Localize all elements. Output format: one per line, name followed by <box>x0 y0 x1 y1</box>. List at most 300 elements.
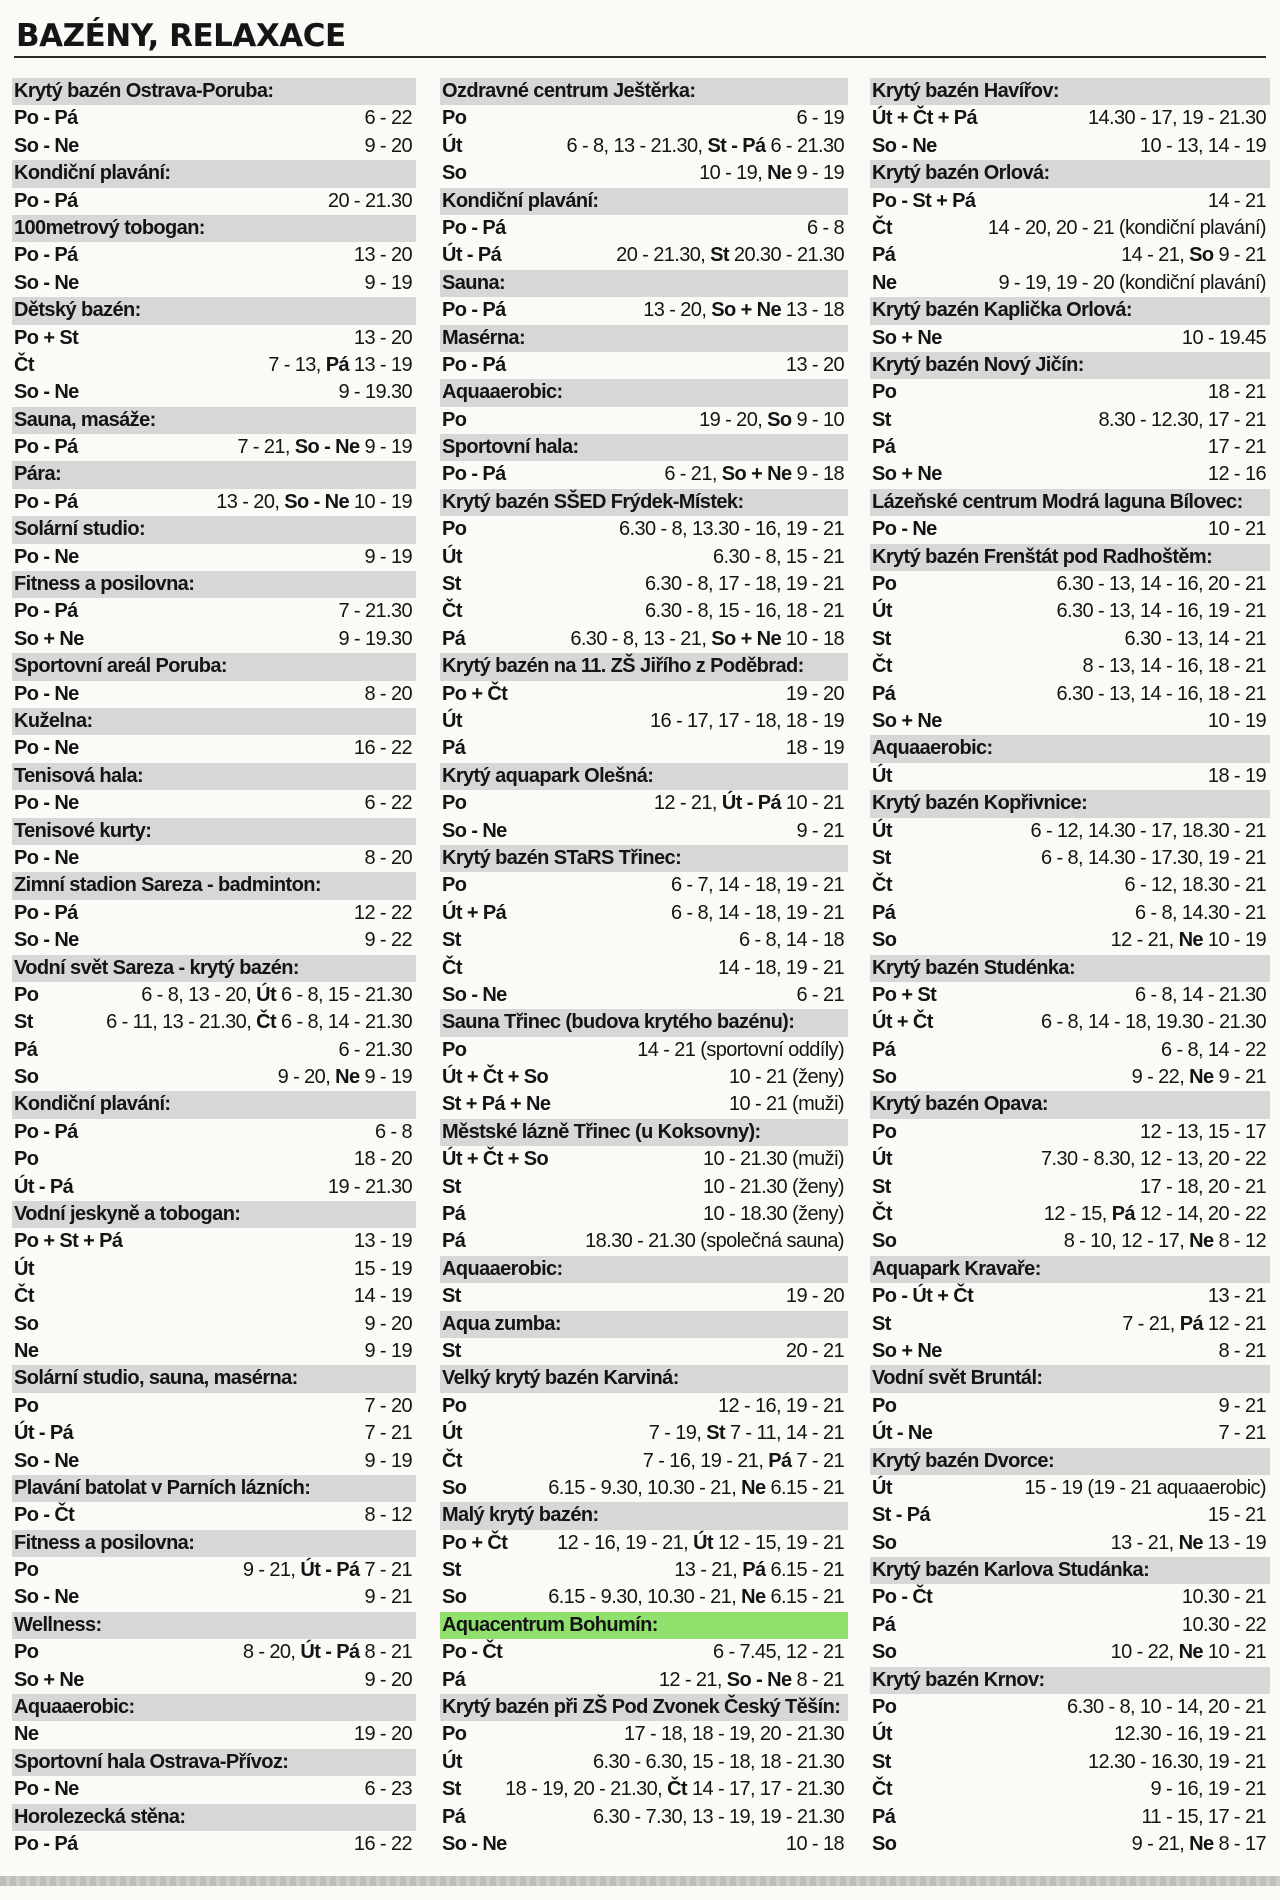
hours-text: 13 - 20 <box>353 244 412 267</box>
hours-text: 13 - 20 <box>785 353 844 376</box>
day-label: Po <box>872 1696 897 1719</box>
schedule-row <box>440 1721 848 1748</box>
day-label: Pá <box>872 682 896 705</box>
schedule-row <box>12 1776 416 1803</box>
schedule-row <box>12 790 416 817</box>
day-label: So + Ne <box>872 709 942 732</box>
hours-value <box>1140 1119 1266 1146</box>
venue-heading: Solární studio: <box>12 516 416 543</box>
venue-heading: Aquacentrum Bohumín: <box>440 1612 848 1639</box>
day-label: So + Ne <box>14 627 84 650</box>
hours-text: 10 - 18.30 (ženy) <box>703 1203 844 1226</box>
hours-text: 8 - 20, <box>242 1641 301 1664</box>
hours-text: 12 - 15, 19 - 21 <box>712 1531 844 1554</box>
day-label: Po <box>872 381 897 404</box>
hours-value <box>567 133 844 160</box>
venue-heading: Krytý bazén Dvorce: <box>870 1448 1270 1475</box>
schedule-row <box>870 571 1270 598</box>
day-label: Po - Ne <box>872 518 937 541</box>
day-label: So + Ne <box>872 326 942 349</box>
hours-value <box>338 626 412 653</box>
hours-value <box>786 352 844 379</box>
hours-value <box>1082 653 1266 680</box>
schedule-row <box>870 1804 1270 1831</box>
venue-heading: 100metrový tobogan: <box>12 215 416 242</box>
hours-value <box>1182 325 1266 352</box>
hours-value <box>786 1283 844 1310</box>
day-label: St - Pá <box>872 1504 931 1527</box>
hours-text: 6.15 - 21 <box>765 1559 844 1582</box>
schedule-row <box>440 1667 848 1694</box>
day-label: Út + Čt + So <box>442 1066 549 1089</box>
schedule-row <box>12 325 416 352</box>
hours-text: 6 - 22 <box>364 107 412 130</box>
hours-text: 14 - 19 <box>353 1285 412 1308</box>
hours-value <box>354 735 412 762</box>
schedule-row <box>870 1009 1270 1036</box>
day-label-inline: Pá <box>1179 1312 1203 1335</box>
day-label-inline: Út <box>256 983 277 1006</box>
hours-text: 6.15 - 21 <box>765 1476 844 1499</box>
day-label-inline: Čt <box>667 1778 687 1801</box>
venue-heading: Krytý bazén při ZŠ Pod Zvonek Český Těšín: <box>440 1694 848 1721</box>
day-label: Út - Pá <box>14 1422 74 1445</box>
hours-text: 10 - 19 <box>348 490 412 513</box>
hours-value <box>364 1776 412 1803</box>
day-label-inline: Út - Pá <box>721 792 781 815</box>
schedule-row <box>870 1174 1270 1201</box>
hours-value <box>1124 872 1266 899</box>
schedule-row <box>870 215 1270 242</box>
hours-value <box>1208 188 1266 215</box>
day-label-inline: So - Ne <box>726 1668 792 1691</box>
hours-text: 17 - 21 <box>1207 436 1266 459</box>
schedule-row <box>870 242 1270 269</box>
day-label: Út + Čt + Pá <box>872 107 978 130</box>
hours-value <box>1041 1009 1266 1036</box>
schedule-row <box>440 461 848 488</box>
hours-value <box>1067 1694 1266 1721</box>
hours-text: 9 - 20 <box>364 134 412 157</box>
schedule-row <box>440 407 848 434</box>
hours-text: 9 - 20 <box>364 1312 412 1335</box>
hours-text: 13 - 20 <box>353 326 412 349</box>
day-label: Po - Ne <box>14 545 79 568</box>
hours-text: 9 - 21 <box>1213 244 1266 267</box>
hours-text: 19 - 20 <box>785 1285 844 1308</box>
schedule-row <box>870 763 1270 790</box>
hours-text: 10 - 21 <box>780 792 844 815</box>
day-label: Pá <box>442 627 466 650</box>
venue-heading: Tenisové kurty: <box>12 818 416 845</box>
hours-text: 7 - 21 <box>359 1559 412 1582</box>
schedule-row <box>440 1228 848 1255</box>
day-label: St <box>442 1559 461 1582</box>
schedule-row <box>870 1338 1270 1365</box>
day-label: Út - Pá <box>442 244 502 267</box>
hours-text: 10 - 21 <box>1207 518 1266 541</box>
schedule-row <box>12 1037 416 1064</box>
hours-value <box>375 1119 412 1146</box>
venue-heading: Vodní svět Sareza - krytý bazén: <box>12 955 416 982</box>
hours-text: 10 - 21 (ženy) <box>729 1066 844 1089</box>
venue-heading: Sportovní areál Poruba: <box>12 653 416 680</box>
hours-text: 9 - 18 <box>791 463 844 486</box>
day-label: Po <box>872 1394 897 1417</box>
schedule-row <box>12 845 416 872</box>
day-label-inline: Ne <box>1189 1230 1214 1253</box>
hours-value <box>1208 1283 1266 1310</box>
day-label: St <box>872 408 891 431</box>
hours-text: 6.30 - 8, 13.30 - 16, 19 - 21 <box>619 518 844 541</box>
hours-text: 6.30 - 7.30, 13 - 19, 19 - 21.30 <box>593 1805 844 1828</box>
hours-text: 10 - 19.45 <box>1181 326 1266 349</box>
hours-text: 6 - 8, 14 - 18, 19 - 21 <box>671 901 844 924</box>
hours-text: 6.30 - 13, 14 - 16, 19 - 21 <box>1056 600 1266 623</box>
day-label-inline: Pá <box>325 353 349 376</box>
day-label: Út <box>872 1476 892 1499</box>
day-label: Pá <box>872 1038 896 1061</box>
hours-text: 9 - 20 <box>364 1668 412 1691</box>
day-label: Po <box>14 983 39 1006</box>
day-label: Po - St + Pá <box>872 189 976 212</box>
schedule-row <box>12 489 416 516</box>
hours-text: 18 - 21 <box>1207 381 1266 404</box>
column-middle <box>440 78 848 1858</box>
hours-value <box>1218 1420 1266 1447</box>
hours-text: 10.30 - 22 <box>1181 1613 1266 1636</box>
day-label: Po <box>14 1394 39 1417</box>
schedule-row <box>870 653 1270 680</box>
day-label: Čt <box>442 956 462 979</box>
hours-text: 6 - 19 <box>796 107 844 130</box>
schedule-row <box>440 818 848 845</box>
day-label-inline: Pá <box>1111 1203 1135 1226</box>
venue-heading: Sportovní hala Ostrava-Přívoz: <box>12 1749 416 1776</box>
hours-value <box>637 1037 844 1064</box>
day-label: Po - Ne <box>14 1778 79 1801</box>
venue-heading: Vodní jeskyně a tobogan: <box>12 1201 416 1228</box>
hours-text: 10 - 13, 14 - 19 <box>1139 134 1266 157</box>
hours-text: 9 - 19.30 <box>338 381 412 404</box>
schedule-row <box>440 1091 848 1118</box>
hours-text: 6 - 12, 14.30 - 17, 18.30 - 21 <box>1030 819 1266 842</box>
day-label: Út <box>872 819 892 842</box>
day-label: Po <box>442 408 467 431</box>
day-label: Po - Ne <box>14 792 79 815</box>
hours-text: 9 - 10 <box>791 408 844 431</box>
hours-value <box>1208 434 1266 461</box>
hours-text: 20.30 - 21.30 <box>728 244 844 267</box>
day-label-inline: Ne <box>741 1586 766 1609</box>
schedule-row <box>870 1831 1270 1858</box>
day-label: Po - Ne <box>14 682 79 705</box>
schedule-row <box>12 133 416 160</box>
hours-value <box>659 1667 844 1694</box>
schedule-row <box>870 708 1270 735</box>
hours-text: 6.15 - 21 <box>765 1586 844 1609</box>
venue-heading: Masérna: <box>440 325 848 352</box>
venue-heading: Tenisová hala: <box>12 763 416 790</box>
hours-text: 12 - 22 <box>353 901 412 924</box>
schedule-row <box>870 1393 1270 1420</box>
day-label: So - Ne <box>14 1586 79 1609</box>
hours-value <box>643 297 844 324</box>
hours-value <box>699 160 844 187</box>
hours-text: 6 - 8, 14 - 22 <box>1161 1038 1266 1061</box>
venue-heading: Fitness a posilovna: <box>12 1530 416 1557</box>
day-label: Po - Čt <box>14 1504 75 1527</box>
venue-heading: Sauna, masáže: <box>12 407 416 434</box>
day-label: Po - Pá <box>442 463 506 486</box>
day-label-inline: Pá <box>768 1449 792 1472</box>
hours-text: 13 - 21 <box>1207 1285 1266 1308</box>
schedule-row <box>870 407 1270 434</box>
hours-value <box>674 1557 844 1584</box>
hours-text: 9 - 16, 19 - 21 <box>1150 1778 1266 1801</box>
schedule-row <box>12 1420 416 1447</box>
hours-text: 16 - 17, 17 - 18, 18 - 19 <box>649 709 844 732</box>
hours-text: 8 - 12 <box>364 1504 412 1527</box>
hours-text: 6 - 8, 14 - 21.30 <box>1134 983 1266 1006</box>
hours-text: 7 - 16, 19 - 21, <box>642 1449 769 1472</box>
schedule-row <box>12 1831 416 1858</box>
hours-text: 9 - 19.30 <box>338 627 412 650</box>
hours-text: 6 - 11, 13 - 21.30, <box>106 1011 257 1034</box>
hours-text: 7 - 11, 14 - 21 <box>725 1422 844 1445</box>
hours-text: 7 - 21, <box>1122 1312 1180 1335</box>
schedule-row <box>870 1721 1270 1748</box>
hours-text: 19 - 20 <box>785 682 844 705</box>
schedule-row <box>12 544 416 571</box>
hours-text: 10 - 19, <box>699 162 768 185</box>
hours-text: 8 - 12 <box>1213 1230 1266 1253</box>
schedule-row <box>440 927 848 954</box>
day-label-inline: Ne <box>1178 1641 1203 1664</box>
day-label: Po - Pá <box>442 299 506 322</box>
hours-text: 17 - 18, 20 - 21 <box>1139 1175 1266 1198</box>
day-label: So - Ne <box>442 983 507 1006</box>
hours-value <box>505 1776 844 1803</box>
hours-text: 19 - 21.30 <box>327 1175 412 1198</box>
venue-heading: Kondiční plavání: <box>12 1091 416 1118</box>
venue-heading: Krytý bazén Opava: <box>870 1091 1270 1118</box>
schedule-row <box>440 160 848 187</box>
day-label: Po <box>442 1038 467 1061</box>
hours-text: 7 - 13, <box>268 353 326 376</box>
schedule-row <box>440 982 848 1009</box>
hours-text: 6.15 - 9.30, 10.30 - 21, <box>548 1476 742 1499</box>
hours-value <box>106 1009 412 1036</box>
hours-text: 7 - 21, <box>237 436 295 459</box>
day-label: Út <box>442 134 462 157</box>
hours-value <box>593 1804 844 1831</box>
schedule-row <box>440 1146 848 1173</box>
hours-text: 6.15 - 9.30, 10.30 - 21, <box>548 1586 742 1609</box>
schedule-row <box>870 1749 1270 1776</box>
hours-value <box>1056 681 1266 708</box>
venue-heading: Dětský bazén: <box>12 297 416 324</box>
day-label-inline: Út - Pá <box>300 1641 360 1664</box>
hours-text: 10 - 21 (muži) <box>729 1093 844 1116</box>
hours-text: 10 - 19 <box>1202 929 1266 952</box>
day-label: St + Pá + Ne <box>442 1093 551 1116</box>
column-right <box>870 78 1270 1858</box>
schedule-row <box>870 133 1270 160</box>
hours-value <box>354 1228 412 1255</box>
hours-value <box>328 188 412 215</box>
schedule-row <box>440 1174 848 1201</box>
hours-text: 9 - 19 <box>364 271 412 294</box>
schedule-row <box>440 790 848 817</box>
schedule-row <box>440 1393 848 1420</box>
day-label: St <box>442 1285 461 1308</box>
hours-value <box>1111 927 1266 954</box>
day-label: Út + Pá <box>442 901 507 924</box>
hours-value <box>739 927 844 954</box>
schedule-row <box>12 1502 416 1529</box>
schedule-row <box>440 708 848 735</box>
day-label: St <box>14 1011 33 1034</box>
schedule-row <box>870 1530 1270 1557</box>
schedule-row <box>440 1804 848 1831</box>
venue-heading: Solární studio, sauna, masérna: <box>12 1365 416 1392</box>
schedule-row <box>12 270 416 297</box>
hours-value <box>141 982 412 1009</box>
venue-heading: Malý krytý bazén: <box>440 1502 848 1529</box>
hours-text: 8 - 21 <box>791 1668 844 1691</box>
venue-heading: Krytý aquapark Olešná: <box>440 763 848 790</box>
schedule-row <box>870 1475 1270 1502</box>
schedule-row <box>440 297 848 324</box>
hours-value <box>664 461 844 488</box>
venue-heading: Pára: <box>12 461 416 488</box>
hours-value <box>1088 105 1266 132</box>
day-label-inline: Ne <box>1189 1833 1214 1855</box>
schedule-row <box>440 681 848 708</box>
day-label: Pá <box>442 1230 466 1253</box>
day-label: Po - Ne <box>14 846 79 869</box>
hours-text: 15 - 19 <box>353 1257 412 1280</box>
day-label: St <box>872 627 891 650</box>
venue-heading: Krytý bazén Karlova Studánka: <box>870 1557 1270 1584</box>
day-label: So - Ne <box>14 271 79 294</box>
day-label: Út <box>442 545 462 568</box>
hours-text: 19 - 20, <box>699 408 768 431</box>
hours-text: 15 - 19 (19 - 21 aquaaerobic) <box>1024 1476 1266 1499</box>
schedule-row <box>440 1338 848 1365</box>
venue-heading: Krytý bazén Kopřivnice: <box>870 790 1270 817</box>
hours-text: 6 - 8, 14.30 - 21 <box>1134 901 1266 924</box>
day-label: Út <box>442 1750 462 1773</box>
schedule-row <box>12 1256 416 1283</box>
hours-value <box>807 215 844 242</box>
schedule-row <box>12 1667 416 1694</box>
venue-heading: Krytý bazén Studénka: <box>870 955 1270 982</box>
day-label: So <box>872 1833 897 1855</box>
schedule-row <box>870 270 1270 297</box>
hours-text: 9 - 19 <box>359 436 412 459</box>
schedule-row <box>440 1749 848 1776</box>
hours-text: 6.30 - 13, 14 - 16, 20 - 21 <box>1056 573 1266 596</box>
hours-text: 14 - 21, <box>1121 244 1190 267</box>
day-label: So + Ne <box>872 463 942 486</box>
hours-value <box>364 105 412 132</box>
hours-value <box>364 790 412 817</box>
hours-value <box>654 790 844 817</box>
hours-value <box>557 1530 844 1557</box>
day-label: So <box>872 1066 897 1089</box>
hours-value <box>699 407 844 434</box>
day-label: Čt <box>14 353 34 376</box>
day-label-inline: So + Ne <box>711 299 781 322</box>
hours-text: 8.30 - 12.30, 17 - 21 <box>1098 408 1266 431</box>
day-label-inline: Út - Pá <box>300 1559 360 1582</box>
schedule-row <box>440 1776 848 1803</box>
day-label: Út <box>872 600 892 623</box>
schedule-row <box>12 927 416 954</box>
hours-value <box>713 544 844 571</box>
schedule-row <box>440 215 848 242</box>
day-label: So + Ne <box>872 1339 942 1362</box>
venue-heading: Ozdravné centrum Ještěrka: <box>440 78 848 105</box>
hours-text: 7 - 21 <box>791 1449 844 1472</box>
schedule-row <box>12 105 416 132</box>
hours-value <box>338 1037 412 1064</box>
hours-text: 12.30 - 16.30, 19 - 21 <box>1087 1750 1266 1773</box>
hours-text: 7 - 20 <box>364 1394 412 1417</box>
schedule-row <box>870 818 1270 845</box>
day-label: St <box>442 929 461 952</box>
day-label: Po <box>442 1394 467 1417</box>
day-label-inline: Út <box>693 1531 713 1554</box>
hours-value <box>364 1584 412 1611</box>
hours-value <box>548 1475 844 1502</box>
schedule-row <box>440 955 848 982</box>
day-label: So <box>14 1066 39 1089</box>
schedule-row <box>440 1037 848 1064</box>
hours-value <box>364 1448 412 1475</box>
day-label: Út <box>872 1148 892 1171</box>
schedule-row <box>440 1557 848 1584</box>
day-label: Čt <box>872 874 892 897</box>
schedule-row <box>440 105 848 132</box>
day-label: So - Ne <box>14 134 79 157</box>
schedule-row <box>870 461 1270 488</box>
hours-value <box>364 270 412 297</box>
day-label: So - Ne <box>442 1833 507 1855</box>
hours-text: 13 - 21, <box>674 1559 743 1582</box>
hours-text: 6 - 21.30 <box>765 134 844 157</box>
hours-value <box>1024 1475 1266 1502</box>
hours-text: 12 - 15, <box>1043 1203 1112 1226</box>
hours-value <box>354 325 412 352</box>
hours-value <box>593 1749 844 1776</box>
schedule-row <box>870 379 1270 406</box>
schedule-row <box>440 1201 848 1228</box>
day-label: Po - Čt <box>442 1641 503 1664</box>
hours-text: 12 - 21, <box>1110 929 1179 952</box>
hours-value <box>1208 461 1266 488</box>
day-label: Po - Pá <box>14 436 78 459</box>
schedule-row <box>12 1283 416 1310</box>
day-label: Po - Pá <box>442 216 506 239</box>
hours-text: 10.30 - 21 <box>1181 1586 1266 1609</box>
day-label: So - Ne <box>14 1449 79 1472</box>
venue-heading: Krytý bazén Nový Jičín: <box>870 352 1270 379</box>
hours-text: 12 - 14, 20 - 22 <box>1134 1203 1266 1226</box>
venue-heading: Velký krytý bazén Karviná: <box>440 1365 848 1392</box>
